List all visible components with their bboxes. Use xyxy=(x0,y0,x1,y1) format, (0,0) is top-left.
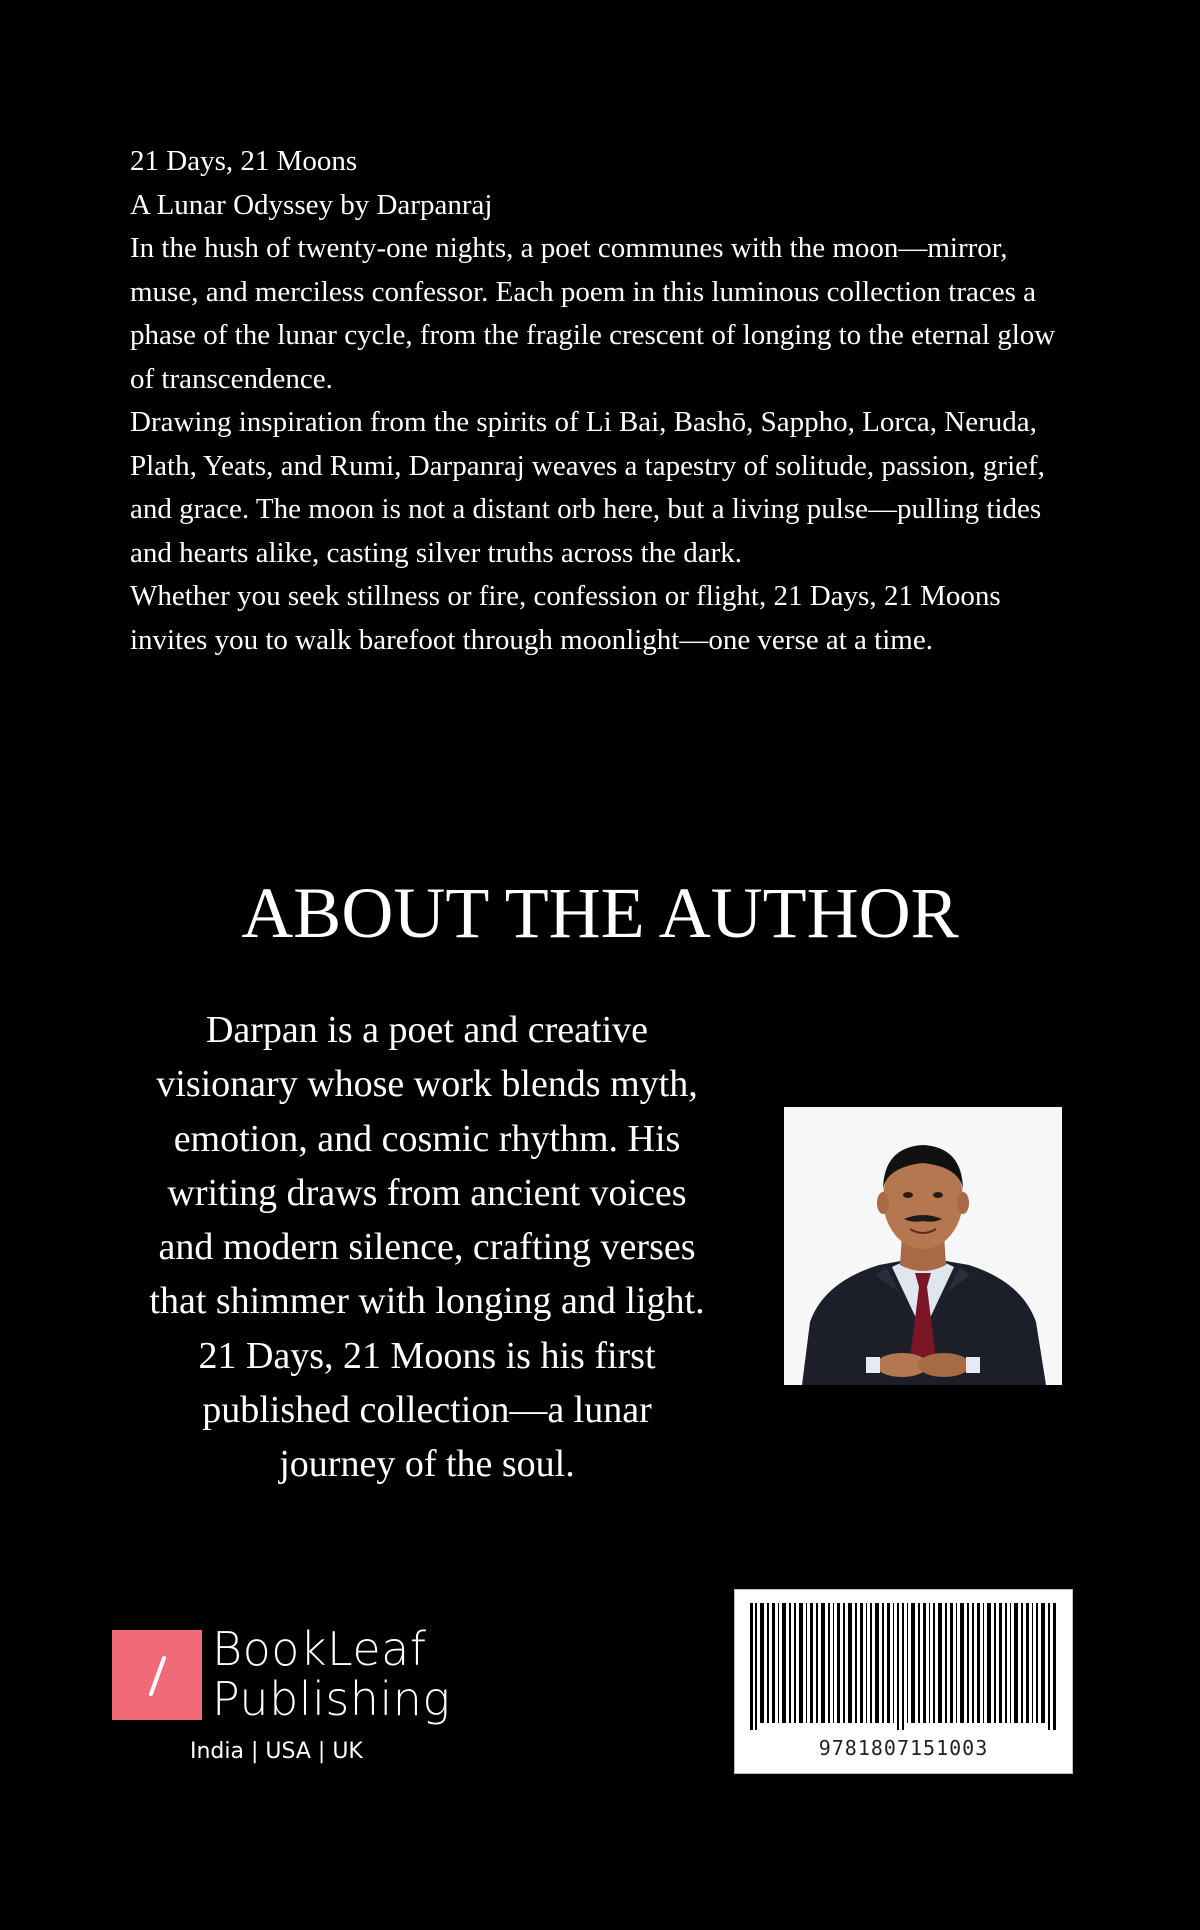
publisher-logo xyxy=(112,1630,202,1720)
blurb-title: 21 Days, 21 Moons xyxy=(130,145,358,177)
bio-line: 21 Days, 21 Moons is his first xyxy=(198,1334,656,1377)
bio-line: emotion, and cosmic rhythm. His xyxy=(173,1117,681,1160)
bio-line: Darpan is a poet and creative xyxy=(205,1009,649,1051)
slash-logo-icon xyxy=(112,1630,202,1720)
bio-line: journey of the soul. xyxy=(279,1443,575,1486)
isbn-number: 9781807151003 xyxy=(818,1736,989,1760)
author-photo xyxy=(784,1107,1062,1385)
publisher-locations: India | USA | UK xyxy=(190,1739,363,1764)
blurb xyxy=(130,140,1080,662)
publisher-name-line-1: BookLeaf xyxy=(212,1622,427,1676)
about-heading: ABOUT THE AUTHOR xyxy=(241,873,959,953)
bio-line: that shimmer with longing and light. xyxy=(149,1280,705,1323)
isbn-barcode xyxy=(734,1589,1073,1774)
author-portrait-icon xyxy=(784,1107,1062,1385)
bio-line: visionary whose work blends myth, xyxy=(156,1063,698,1106)
bio-line: and modern silence, crafting verses xyxy=(158,1226,696,1269)
blurb-paragraph-1: In the hush of twenty-one nights, a poet communes with the moon—mirror, muse, and merciless confessor. Each poem in this luminous collection traces a phase of the lunar cycle, from the fragile crescent of longing to the eternal glow of transcendence. xyxy=(130,232,1056,395)
publisher-name-line-2: Publishing xyxy=(212,1672,451,1726)
publisher-name xyxy=(212,1624,451,1724)
bio-line: writing draws from ancient voices xyxy=(167,1171,687,1214)
bio-line: published collection—a lunar xyxy=(202,1389,652,1432)
blurb-paragraph-3: Whether you seek stillness or fire, confession or flight, 21 Days, 21 Moons invites you to walk barefoot through moonlight—one verse at a time. xyxy=(130,580,1001,656)
author-bio xyxy=(112,1003,742,1492)
blurb-paragraph-2: Drawing inspiration from the spirits of Li Bai, Bashō, Sappho, Lorca, Neruda, Plath, Yeats, and Rumi, Darpanraj weaves a tapestry of solitude, passion, grief, and grace. The moon is not a distant orb here, but a living pulse—pulling tides and hearts alike, casting silver truths across the dark. xyxy=(130,406,1045,569)
blurb-subtitle: A Lunar Odyssey by Darpanraj xyxy=(130,188,493,221)
